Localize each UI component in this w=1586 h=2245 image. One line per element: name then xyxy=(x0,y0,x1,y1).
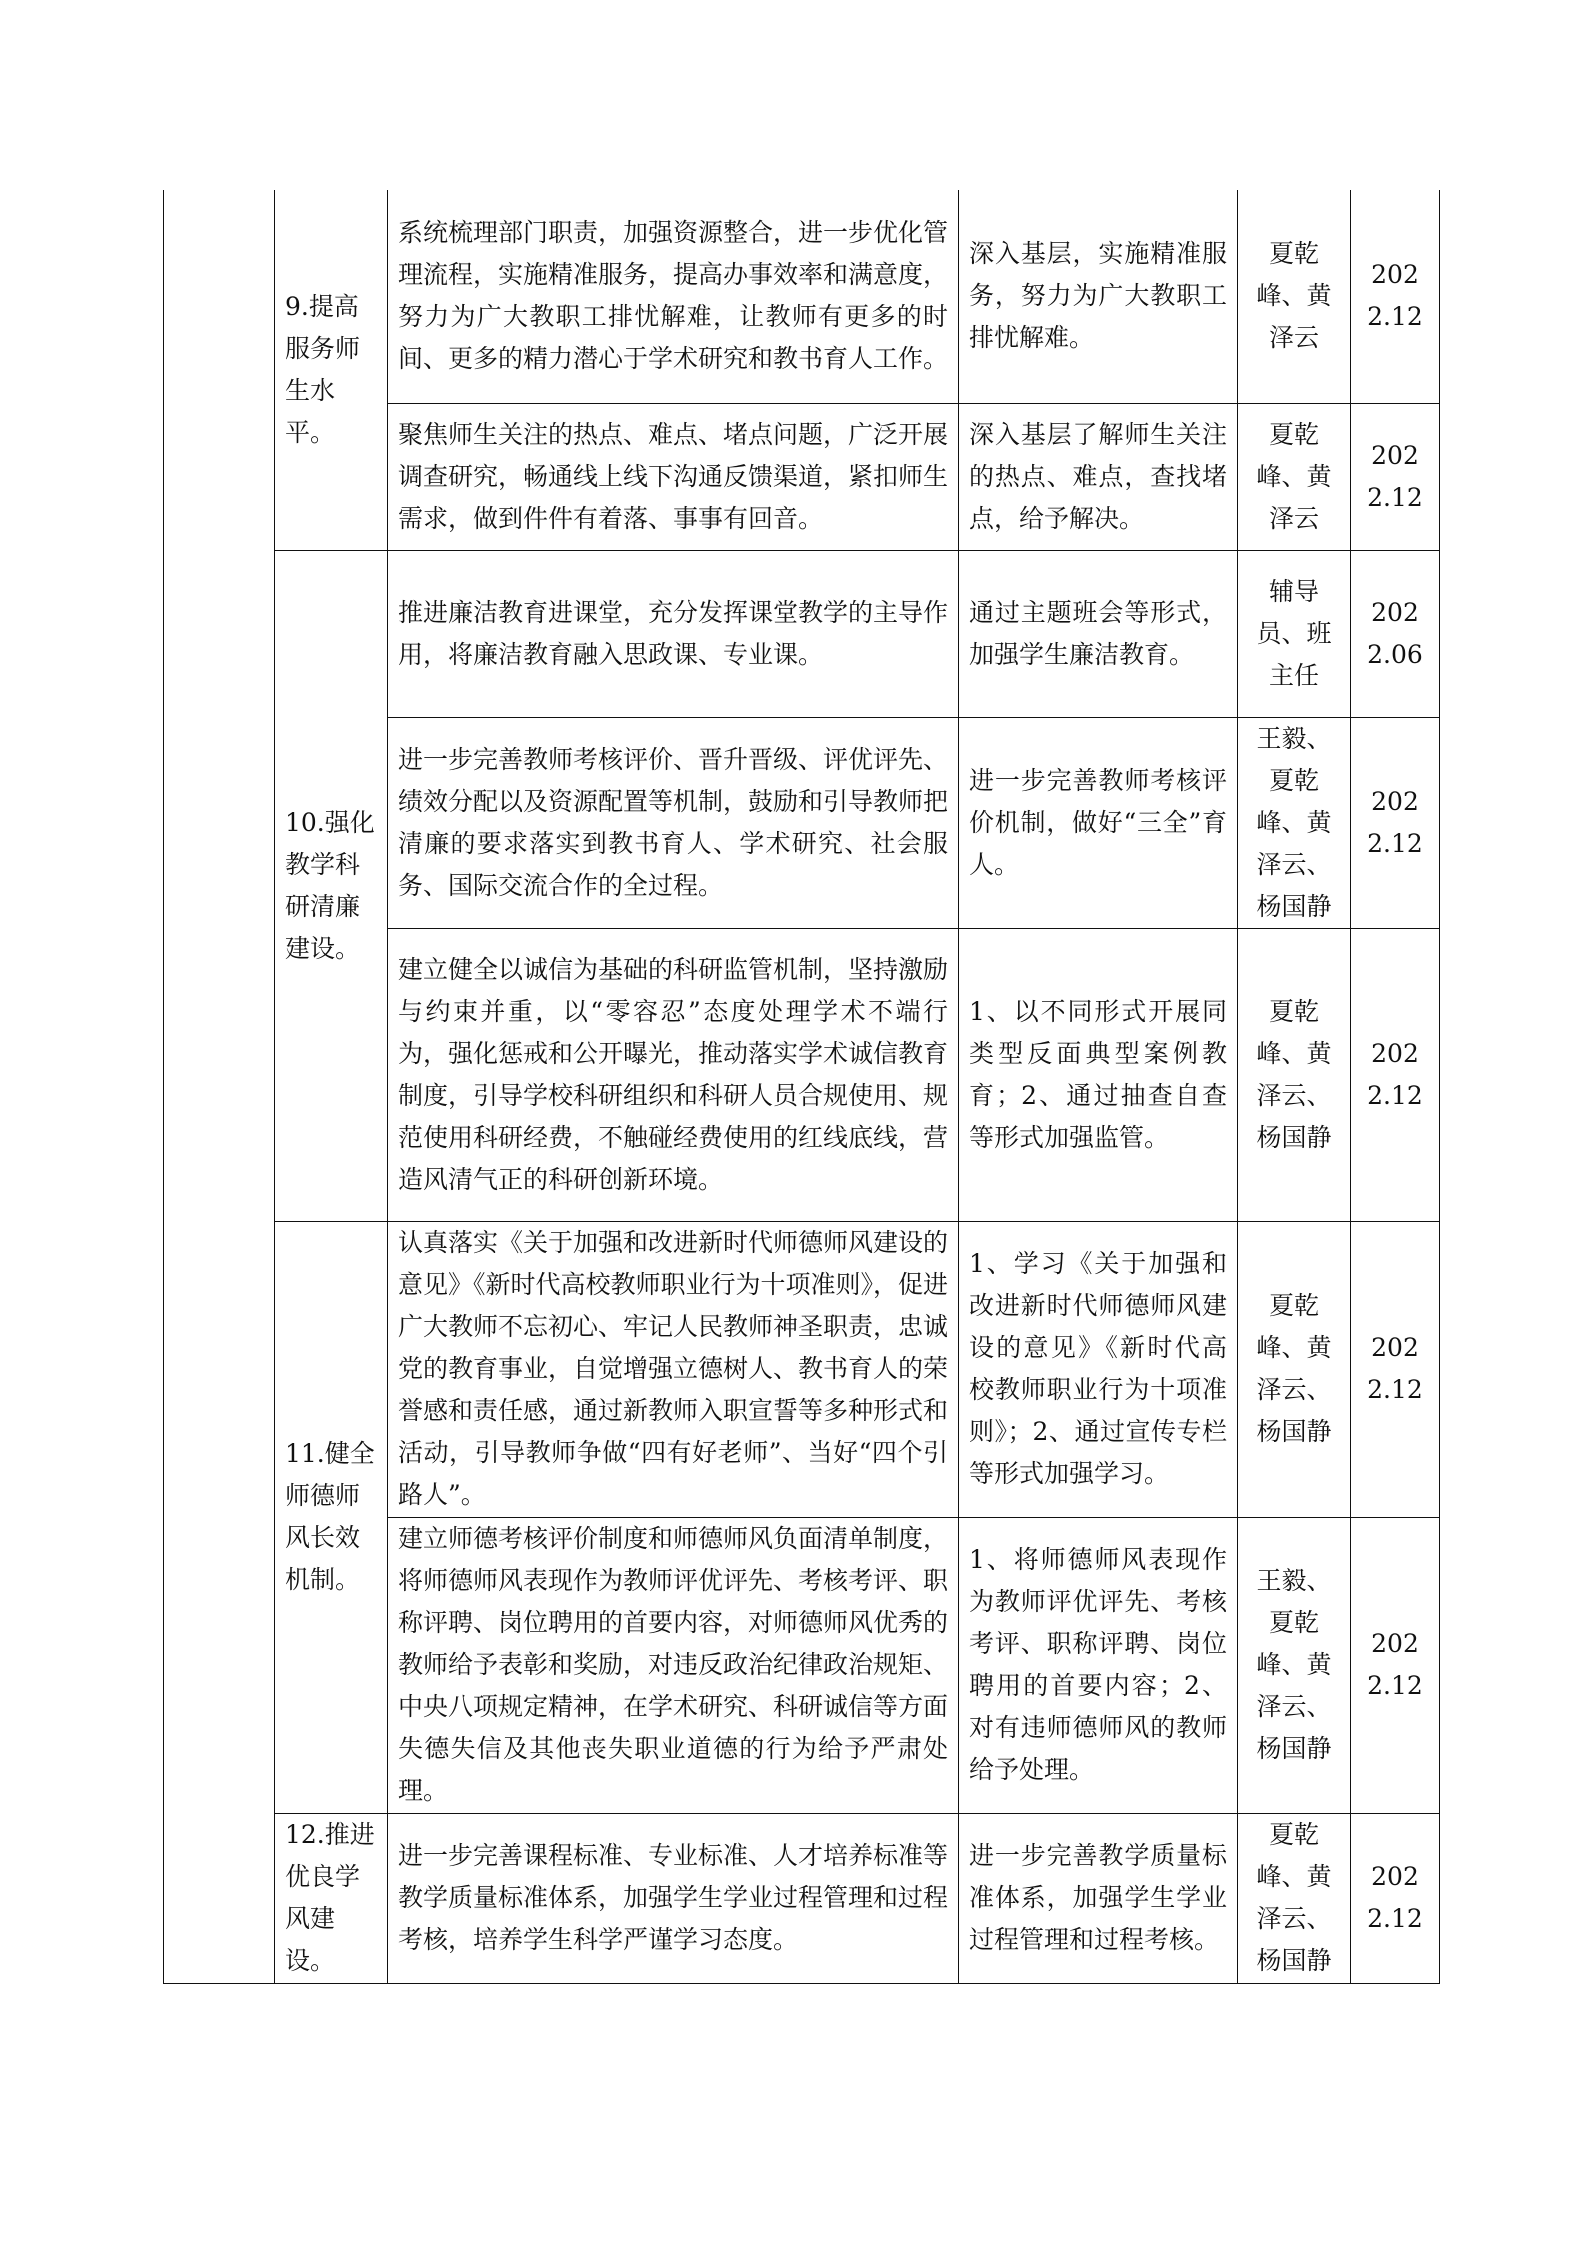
date-cell xyxy=(1351,1813,1440,1983)
date-cell xyxy=(1351,1517,1440,1813)
date-cell xyxy=(1351,717,1440,928)
owner-cell: 夏乾峰、黄泽云、杨国静 xyxy=(1238,1221,1351,1517)
owner-cell: 夏乾峰、黄泽云、杨国静 xyxy=(1238,928,1351,1221)
date-text: 2022.12 xyxy=(1367,1333,1423,1404)
date-text: 2022.12 xyxy=(1367,440,1423,512)
date-text: 2022.12 xyxy=(1367,786,1423,858)
action-cell: 进一步完善教师考核评价机制，做好“三全”育人。 xyxy=(959,717,1238,928)
action-cell: 进一步完善教学质量标准体系，加强学生学业过程管理和过程考核。 xyxy=(959,1813,1238,1983)
owner-cell: 夏乾峰、黄泽云、杨国静 xyxy=(1238,1813,1351,1983)
measure-cell: 认真落实《关于加强和改进新时代师德师风建设的意见》《新时代高校教师职业行为十项准则》，促进广大教师不忘初心、牢记人民教师神圣职责，忠诚党的教育事业，自觉增强立德树人、教书育人的荣誉感和责任感，通过新教师入职宣誓等多种形式和活动，引导教师争做“四有好老师”、当好“四个引路人”。 xyxy=(388,1221,959,1517)
date-text: 2022.12 xyxy=(1367,1629,1423,1700)
measure-cell: 进一步完善教师考核评价、晋升晋级、评优评先、绩效分配以及资源配置等机制，鼓励和引导教师把清廉的要求落实到教书育人、学术研究、社会服务、国际交流合作的全过程。 xyxy=(388,717,959,928)
category-cell xyxy=(164,190,275,1983)
date-text: 2022.12 xyxy=(1367,1862,1423,1933)
action-cell: 深入基层了解师生关注的热点、难点，查找堵点，给予解决。 xyxy=(959,403,1238,550)
measure-cell: 建立健全以诚信为基础的科研监管机制，坚持激励与约束并重，以“零容忍”态度处理学术不端行为，强化惩戒和公开曝光，推动落实学术诚信教育制度，引导学校科研组织和科研人员合规使用、规范使用科研经费，不触碰经费使用的红线底线，营造风清气正的科研创新环境。 xyxy=(388,928,959,1221)
measure-cell: 建立师德考核评价制度和师德师风负面清单制度，将师德师风表现作为教师评优评先、考核考评、职称评聘、岗位聘用的首要内容，对师德师风优秀的教师给予表彰和奖励，对违反政治纪律政治规矩、中央八项规定精神，在学术研究、科研诚信等方面失德失信及其他丧失职业道德的行为给予严肃处理。 xyxy=(388,1517,959,1813)
owner-cell: 夏乾峰、黄泽云 xyxy=(1238,403,1351,550)
owner-cell: 夏乾峰、黄泽云 xyxy=(1238,190,1351,403)
task-item-text: 11.健全师德师风长效机制。 xyxy=(285,1439,375,1594)
owner-cell: 王毅、夏乾峰、黄泽云、杨国静 xyxy=(1238,717,1351,928)
task-item-text: 10.强化教学科研清廉建设。 xyxy=(285,807,375,963)
measure-cell: 系统梳理部门职责，加强资源整合，进一步优化管理流程，实施精准服务，提高办事效率和满意度，努力为广大教职工排忧解难，让教师有更多的时间、更多的精力潜心于学术研究和教书育人工作。 xyxy=(388,190,959,403)
table-row xyxy=(164,1221,1440,1517)
task-item-cell xyxy=(275,190,388,550)
task-item-cell xyxy=(275,1221,388,1813)
task-item-cell xyxy=(275,1813,388,1983)
date-cell xyxy=(1351,928,1440,1221)
task-item-cell xyxy=(275,550,388,1221)
date-cell xyxy=(1351,550,1440,717)
work-plan-table xyxy=(163,190,1440,1984)
measure-cell: 推进廉洁教育进课堂，充分发挥课堂教学的主导作用，将廉洁教育融入思政课、专业课。 xyxy=(388,550,959,717)
measure-cell: 进一步完善课程标准、专业标准、人才培养标准等教学质量标准体系，加强学生学业过程管理和过程考核，培养学生科学严谨学习态度。 xyxy=(388,1813,959,1983)
date-cell xyxy=(1351,1221,1440,1517)
task-item-text: 9.提高服务师生水平。 xyxy=(285,291,361,447)
task-item-text: 12.推进优良学风建设。 xyxy=(285,1820,375,1975)
date-text: 2022.06 xyxy=(1367,597,1423,669)
table-row xyxy=(164,190,1440,403)
action-cell: 1、学习《关于加强和改进新时代师德师风建设的意见》《新时代高校教师职业行为十项准则》；2、通过宣传专栏等形式加强学习。 xyxy=(959,1221,1238,1517)
action-cell: 1、将师德师风表现作为教师评优评先、考核考评、职称评聘、岗位聘用的首要内容；2、对有违师德师风的教师给予处理。 xyxy=(959,1517,1238,1813)
date-text: 2022.12 xyxy=(1367,260,1423,332)
table-row xyxy=(164,550,1440,717)
action-cell: 深入基层，实施精准服务，努力为广大教职工排忧解难。 xyxy=(959,190,1238,403)
date-cell xyxy=(1351,403,1440,550)
measure-cell: 聚焦师生关注的热点、难点、堵点问题，广泛开展调查研究，畅通线上线下沟通反馈渠道，紧扣师生需求，做到件件有着落、事事有回音。 xyxy=(388,403,959,550)
date-cell xyxy=(1351,190,1440,403)
table-row xyxy=(164,1813,1440,1983)
owner-cell: 王毅、夏乾峰、黄泽云、杨国静 xyxy=(1238,1517,1351,1813)
action-cell: 通过主题班会等形式，加强学生廉洁教育。 xyxy=(959,550,1238,717)
date-text: 2022.12 xyxy=(1367,1038,1423,1110)
owner-cell: 辅导员、班主任 xyxy=(1238,550,1351,717)
action-cell: 1、以不同形式开展同类型反面典型案例教育；2、通过抽查自查等形式加强监管。 xyxy=(959,928,1238,1221)
